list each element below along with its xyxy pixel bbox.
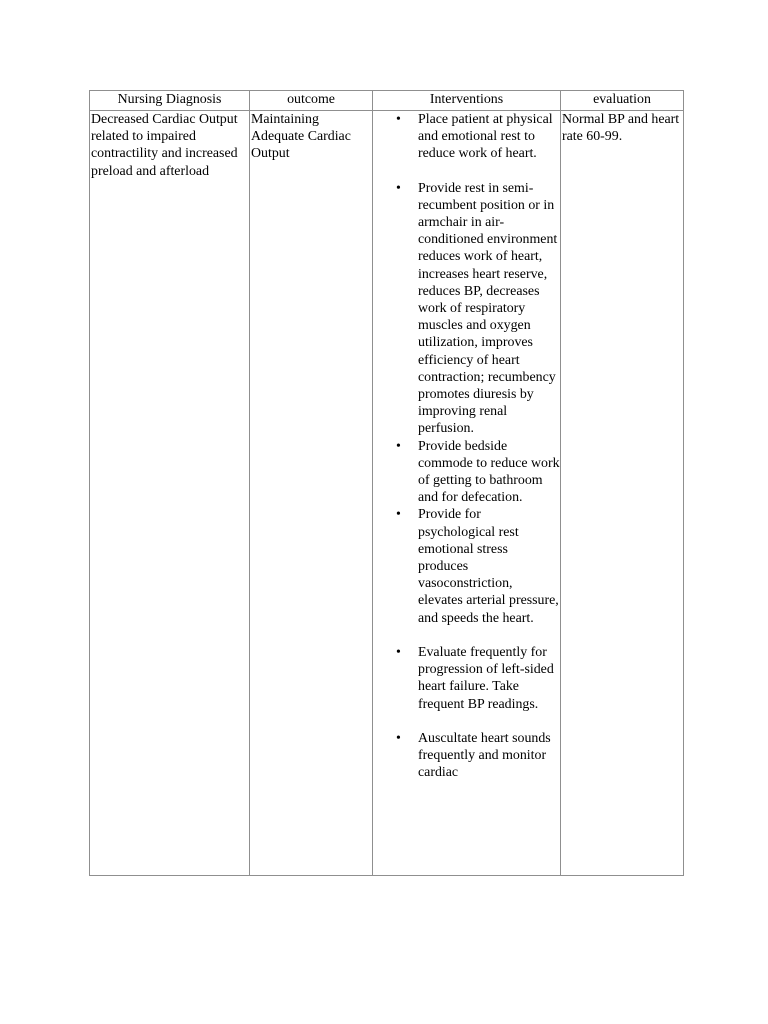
list-item: • Auscultate heart sounds frequently and monitor cardiac	[373, 730, 560, 782]
header-evaluation: evaluation	[561, 91, 684, 111]
header-outcome: outcome	[250, 91, 373, 111]
evaluation-text: Normal BP and heart rate 60-99.	[562, 112, 680, 145]
outcome-cell	[250, 111, 373, 876]
interventions-list	[373, 111, 560, 781]
header-row	[90, 91, 684, 111]
list-item: • Evaluate frequently for progression of left-sided heart failure. Take frequent BP readings.	[373, 644, 560, 713]
table-row	[90, 111, 684, 876]
interventions-cell	[373, 111, 561, 876]
list-item: • Provide for psychological rest emotional stress produces vasoconstriction, elevates arterial pressure, and speeds the heart.	[373, 506, 560, 626]
list-item: • Provide bedside commode to reduce work of getting to bathroom and for defecation.	[373, 438, 560, 507]
list-item: • Place patient at physical and emotional rest to reduce work of heart.	[373, 111, 560, 163]
nursing-care-plan-table	[89, 90, 684, 876]
outcome-text: Maintaining Adequate Cardiac Output	[251, 112, 351, 162]
list-item: • Provide rest in semi-recumbent position or in armchair in air-conditioned environment reduces work of heart, increases heart reserve, reduces BP, decreases work of respiratory muscles and oxygen utilization, improves efficiency of heart contraction; recumbency promotes diuresis by improving renal perfusion.	[373, 180, 560, 438]
header-interventions: Interventions	[373, 91, 561, 111]
diagnosis-text: Decreased Cardiac Output related to impaired contractility and increased preload and afterload	[91, 112, 238, 179]
diagnosis-cell	[90, 111, 250, 876]
header-nursing-diagnosis: Nursing Diagnosis	[90, 91, 250, 111]
evaluation-cell	[561, 111, 684, 876]
